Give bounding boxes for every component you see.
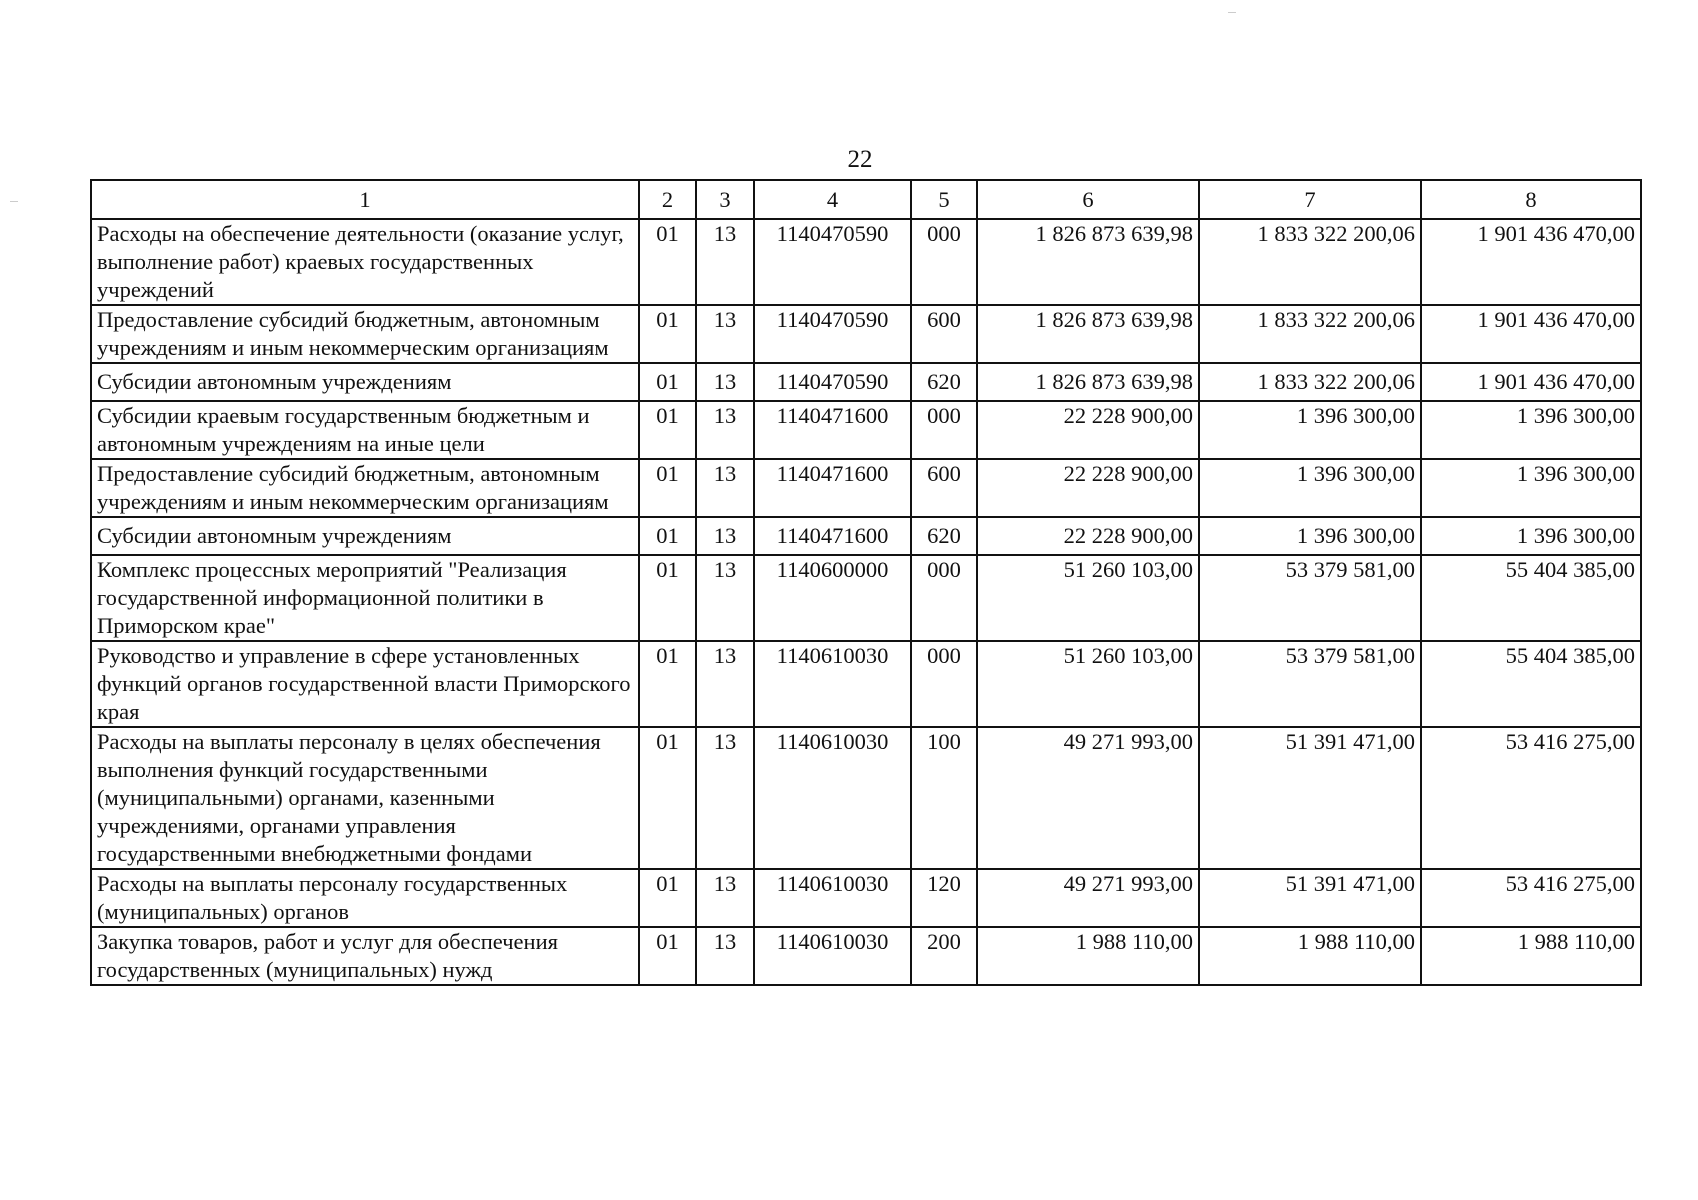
expense-name: Предоставление субсидий бюджетным, автономным учреждениям и иным некоммерческим организациям bbox=[91, 305, 639, 363]
budget-table bbox=[90, 179, 1642, 986]
expense-name: Расходы на обеспечение деятельности (оказание услуг, выполнение работ) краевых государственных учреждений bbox=[91, 219, 639, 305]
subsection-code: 13 bbox=[696, 727, 754, 869]
target-article-code: 1140470590 bbox=[754, 363, 911, 401]
amount-col-7: 1 988 110,00 bbox=[1199, 927, 1421, 985]
table-row bbox=[91, 219, 1641, 305]
amount-col-7: 51 391 471,00 bbox=[1199, 869, 1421, 927]
subsection-code: 13 bbox=[696, 401, 754, 459]
amount-col-8: 55 404 385,00 bbox=[1421, 555, 1641, 641]
target-article-code: 1140610030 bbox=[754, 927, 911, 985]
column-header: 5 bbox=[911, 180, 977, 219]
subsection-code: 13 bbox=[696, 869, 754, 927]
section-code: 01 bbox=[639, 305, 696, 363]
section-code: 01 bbox=[639, 517, 696, 555]
target-article-code: 1140610030 bbox=[754, 641, 911, 727]
table-row bbox=[91, 641, 1641, 727]
amount-col-6: 49 271 993,00 bbox=[977, 727, 1199, 869]
subsection-code: 13 bbox=[696, 517, 754, 555]
section-code: 01 bbox=[639, 641, 696, 727]
table-row bbox=[91, 305, 1641, 363]
expense-type-code: 600 bbox=[911, 305, 977, 363]
column-header: 8 bbox=[1421, 180, 1641, 219]
expense-name: Комплекс процессных мероприятий "Реализация государственной информационной политики в Приморском крае" bbox=[91, 555, 639, 641]
amount-col-6: 51 260 103,00 bbox=[977, 555, 1199, 641]
amount-col-8: 53 416 275,00 bbox=[1421, 869, 1641, 927]
section-code: 01 bbox=[639, 927, 696, 985]
table-row bbox=[91, 869, 1641, 927]
amount-col-8: 1 901 436 470,00 bbox=[1421, 363, 1641, 401]
target-article-code: 1140610030 bbox=[754, 869, 911, 927]
expense-type-code: 000 bbox=[911, 555, 977, 641]
table-row bbox=[91, 363, 1641, 401]
expense-name: Субсидии автономным учреждениям bbox=[91, 517, 639, 555]
amount-col-8: 55 404 385,00 bbox=[1421, 641, 1641, 727]
amount-col-8: 1 988 110,00 bbox=[1421, 927, 1641, 985]
target-article-code: 1140610030 bbox=[754, 727, 911, 869]
table-row bbox=[91, 401, 1641, 459]
amount-col-7: 51 391 471,00 bbox=[1199, 727, 1421, 869]
amount-col-7: 53 379 581,00 bbox=[1199, 555, 1421, 641]
section-code: 01 bbox=[639, 363, 696, 401]
target-article-code: 1140470590 bbox=[754, 305, 911, 363]
amount-col-7: 1 833 322 200,06 bbox=[1199, 363, 1421, 401]
amount-col-7: 1 833 322 200,06 bbox=[1199, 305, 1421, 363]
expense-type-code: 200 bbox=[911, 927, 977, 985]
amount-col-6: 51 260 103,00 bbox=[977, 641, 1199, 727]
scan-mark-top-right bbox=[1228, 12, 1236, 13]
column-header: 4 bbox=[754, 180, 911, 219]
expense-name: Субсидии автономным учреждениям bbox=[91, 363, 639, 401]
amount-col-6: 22 228 900,00 bbox=[977, 517, 1199, 555]
section-code: 01 bbox=[639, 727, 696, 869]
amount-col-7: 1 396 300,00 bbox=[1199, 401, 1421, 459]
target-article-code: 1140471600 bbox=[754, 401, 911, 459]
expense-type-code: 120 bbox=[911, 869, 977, 927]
section-code: 01 bbox=[639, 219, 696, 305]
subsection-code: 13 bbox=[696, 459, 754, 517]
target-article-code: 1140470590 bbox=[754, 219, 911, 305]
table-row bbox=[91, 727, 1641, 869]
expense-type-code: 620 bbox=[911, 363, 977, 401]
expense-name: Расходы на выплаты персоналу в целях обеспечения выполнения функций государственными (муниципальными) органами, казенными учреждениями, органами управления государственными внебюджетными фондами bbox=[91, 727, 639, 869]
expense-name: Закупка товаров, работ и услуг для обеспечения государственных (муниципальных) нужд bbox=[91, 927, 639, 985]
amount-col-7: 53 379 581,00 bbox=[1199, 641, 1421, 727]
subsection-code: 13 bbox=[696, 555, 754, 641]
amount-col-6: 22 228 900,00 bbox=[977, 459, 1199, 517]
amount-col-7: 1 833 322 200,06 bbox=[1199, 219, 1421, 305]
column-header: 1 bbox=[91, 180, 639, 219]
expense-name: Руководство и управление в сфере установленных функций органов государственной власти Приморского края bbox=[91, 641, 639, 727]
subsection-code: 13 bbox=[696, 641, 754, 727]
amount-col-7: 1 396 300,00 bbox=[1199, 459, 1421, 517]
amount-col-6: 49 271 993,00 bbox=[977, 869, 1199, 927]
section-code: 01 bbox=[639, 555, 696, 641]
table-row bbox=[91, 517, 1641, 555]
target-article-code: 1140600000 bbox=[754, 555, 911, 641]
column-header: 7 bbox=[1199, 180, 1421, 219]
column-header: 6 bbox=[977, 180, 1199, 219]
table-row bbox=[91, 927, 1641, 985]
subsection-code: 13 bbox=[696, 363, 754, 401]
amount-col-8: 1 901 436 470,00 bbox=[1421, 219, 1641, 305]
amount-col-8: 1 901 436 470,00 bbox=[1421, 305, 1641, 363]
amount-col-8: 53 416 275,00 bbox=[1421, 727, 1641, 869]
expense-type-code: 620 bbox=[911, 517, 977, 555]
table-row bbox=[91, 555, 1641, 641]
target-article-code: 1140471600 bbox=[754, 517, 911, 555]
target-article-code: 1140471600 bbox=[754, 459, 911, 517]
column-header: 3 bbox=[696, 180, 754, 219]
scan-mark-left bbox=[10, 201, 18, 202]
amount-col-6: 22 228 900,00 bbox=[977, 401, 1199, 459]
expense-type-code: 000 bbox=[911, 219, 977, 305]
section-code: 01 bbox=[639, 869, 696, 927]
amount-col-7: 1 396 300,00 bbox=[1199, 517, 1421, 555]
subsection-code: 13 bbox=[696, 219, 754, 305]
subsection-code: 13 bbox=[696, 305, 754, 363]
expense-type-code: 000 bbox=[911, 641, 977, 727]
amount-col-6: 1 826 873 639,98 bbox=[977, 219, 1199, 305]
section-code: 01 bbox=[639, 401, 696, 459]
column-header: 2 bbox=[639, 180, 696, 219]
table-row bbox=[91, 459, 1641, 517]
amount-col-8: 1 396 300,00 bbox=[1421, 517, 1641, 555]
expense-name: Расходы на выплаты персоналу государственных (муниципальных) органов bbox=[91, 869, 639, 927]
expense-name: Субсидии краевым государственным бюджетным и автономным учреждениям на иные цели bbox=[91, 401, 639, 459]
page-number: 22 bbox=[847, 146, 873, 173]
amount-col-8: 1 396 300,00 bbox=[1421, 401, 1641, 459]
expense-type-code: 600 bbox=[911, 459, 977, 517]
table-header-row bbox=[91, 180, 1641, 219]
section-code: 01 bbox=[639, 459, 696, 517]
expense-type-code: 100 bbox=[911, 727, 977, 869]
expense-type-code: 000 bbox=[911, 401, 977, 459]
subsection-code: 13 bbox=[696, 927, 754, 985]
expense-name: Предоставление субсидий бюджетным, автономным учреждениям и иным некоммерческим организациям bbox=[91, 459, 639, 517]
amount-col-8: 1 396 300,00 bbox=[1421, 459, 1641, 517]
amount-col-6: 1 988 110,00 bbox=[977, 927, 1199, 985]
amount-col-6: 1 826 873 639,98 bbox=[977, 363, 1199, 401]
amount-col-6: 1 826 873 639,98 bbox=[977, 305, 1199, 363]
